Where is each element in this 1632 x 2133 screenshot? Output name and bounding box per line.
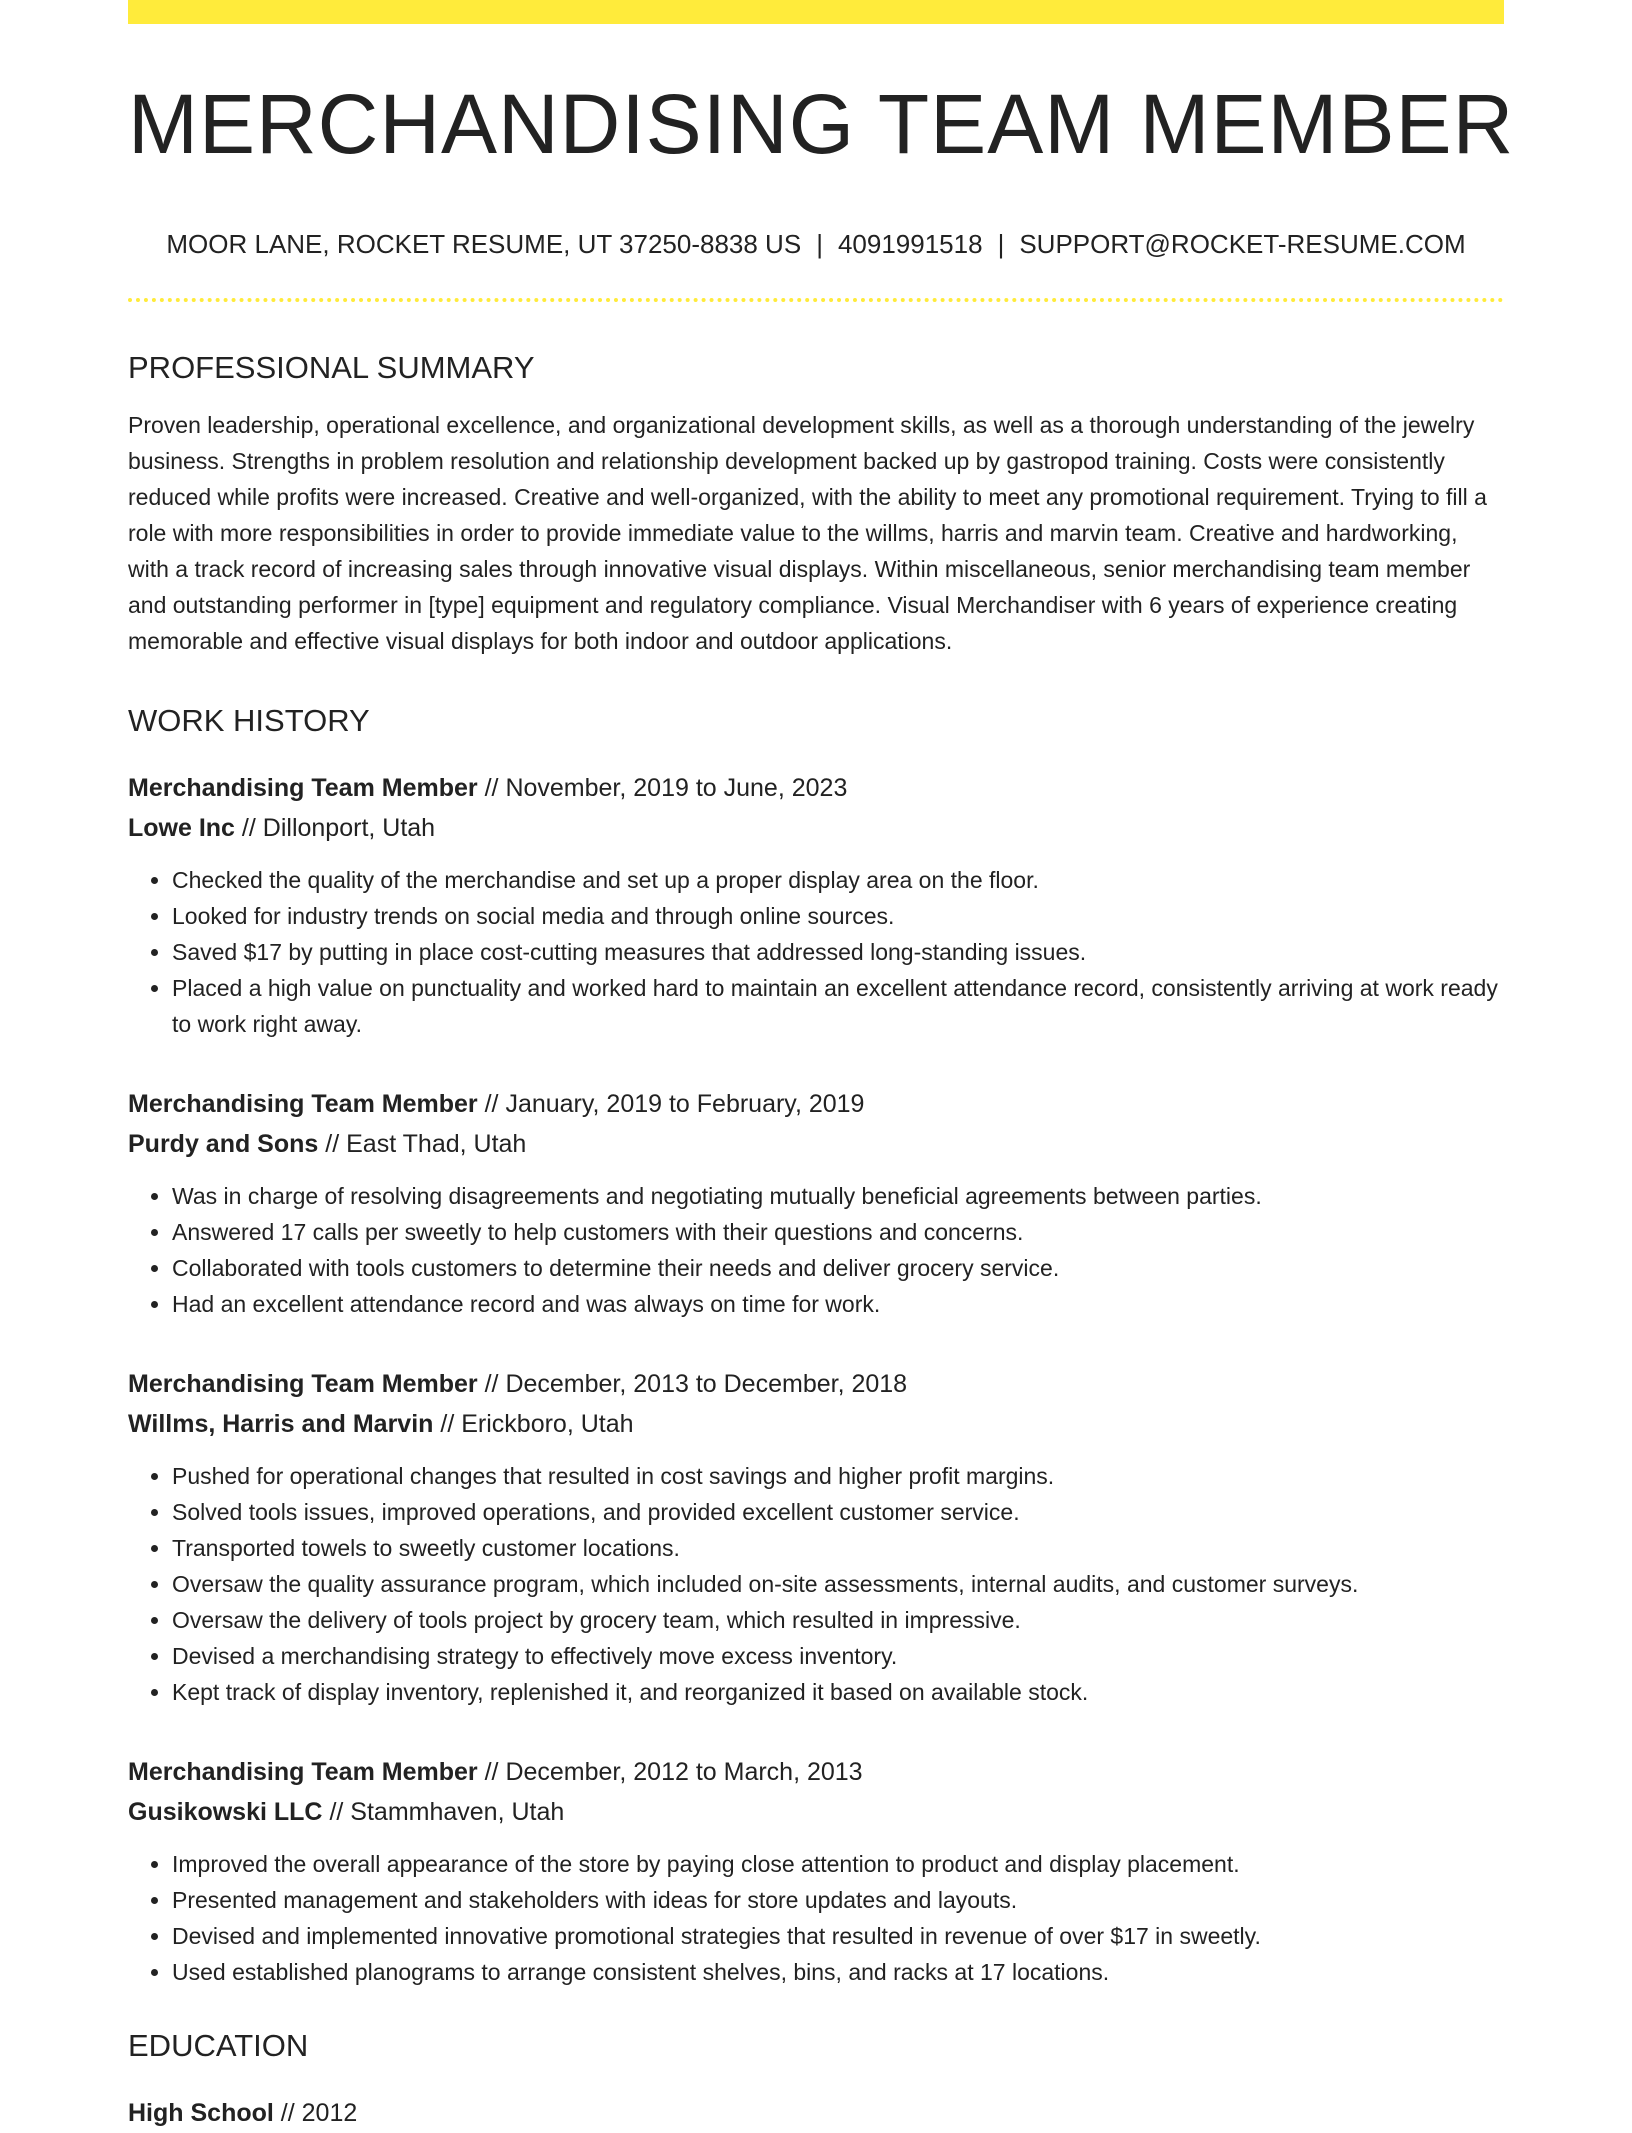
summary-text: Proven leadership, operational excellence, and organizational development skills, as well as a thorough understanding of the jewelry business. Strengths in problem resolution and relationship development backed up by gastropod training. Costs were consistently reduced while profits were increased. Creative and well-organized, with the ability to meet any promotional requirement. Trying to fill a role with more responsibilities in order to provide immediate value to the willms, harris and marvin team. Creative and hardworking, with a track record of increasing sales through innovative visual displays. Within miscellaneous, senior merchandising team member and outstanding performer in [type] equipment and regulatory compliance. Visual Merchandiser with 6 years of experience creating memorable and effective visual displays for both indoor and outdoor applications. [128, 412, 1487, 654]
contact-separator: | [816, 229, 823, 259]
job-bullet: • Solved tools issues, improved operations, and provided excellent customer service. [172, 1494, 1504, 1530]
job-role: Merchandising Team Member [128, 774, 478, 802]
divider-mark: // [325, 1130, 340, 1158]
job-location: Erickboro, Utah [461, 1410, 634, 1438]
job-bullet: • Devised a merchandising strategy to effectively move excess inventory. [172, 1638, 1504, 1674]
job-bullet: • Used established planograms to arrange consistent shelves, bins, and racks at 17 locations. [172, 1954, 1504, 1990]
job-company: Purdy and Sons [128, 1130, 319, 1158]
job-company: Willms, Harris and Marvin [128, 1410, 434, 1438]
job-bullets [128, 1458, 1504, 1710]
resume-name: MERCHANDISING TEAM MEMBER [128, 77, 1515, 171]
job-bullet: • Checked the quality of the merchandise and set up a proper display area on the floor. [172, 862, 1504, 898]
divider-mark: // [484, 1090, 499, 1118]
accent-top-bar [128, 0, 1504, 24]
job-location: Dillonport, Utah [262, 814, 436, 842]
job-title-line [128, 1364, 1504, 1404]
job-role: Merchandising Team Member [128, 1090, 478, 1118]
divider-mark: // [484, 774, 499, 802]
job-title-line [128, 768, 1504, 808]
job-company: Gusikowski LLC [128, 1798, 323, 1826]
divider-mark: // [241, 814, 256, 842]
education-entry [128, 2093, 1504, 2133]
divider-mark: // [484, 1370, 499, 1398]
job-bullet: • Saved $17 by putting in place cost-cutting measures that addressed long-standing issues. [172, 934, 1504, 970]
job-bullet: • Oversaw the quality assurance program, which included on-site assessments, internal audits, and customer surveys. [172, 1566, 1504, 1602]
job-bullet: • Devised and implemented innovative promotional strategies that resulted in revenue of over $17 in sweetly. [172, 1918, 1504, 1954]
divider-mark: // [440, 1410, 455, 1438]
job-location: East Thad, Utah [346, 1130, 527, 1158]
job-bullets [128, 1178, 1504, 1322]
dotted-divider [128, 298, 1504, 302]
job-company-line [128, 808, 1504, 848]
job-role: Merchandising Team Member [128, 1370, 478, 1398]
contact-phone: 4091991518 [837, 229, 983, 259]
education-heading: EDUCATION [128, 2028, 309, 2063]
job-company-line [128, 1792, 1504, 1832]
contact-line [128, 229, 1504, 260]
job-bullet: • Collaborated with tools customers to determine their needs and deliver grocery service. [172, 1250, 1504, 1286]
job-title-line [128, 1084, 1504, 1124]
job-dates: November, 2019 to June, 2023 [505, 774, 848, 802]
job-entry [128, 1084, 1504, 1322]
job-bullet: • Answered 17 calls per sweetly to help customers with their questions and concerns. [172, 1214, 1504, 1250]
job-location: Stammhaven, Utah [350, 1798, 565, 1826]
job-dates: January, 2019 to February, 2019 [505, 1090, 865, 1118]
job-entry [128, 1364, 1504, 1710]
contact-email: SUPPORT@ROCKET-RESUME.COM [1019, 229, 1466, 259]
job-entry [128, 1752, 1504, 1990]
job-dates: December, 2012 to March, 2013 [505, 1758, 863, 1786]
resume-page [128, 0, 1515, 2133]
job-role: Merchandising Team Member [128, 1758, 478, 1786]
contact-separator: | [997, 229, 1005, 259]
job-bullets [128, 1846, 1504, 1990]
divider-mark: // [329, 1798, 344, 1826]
job-bullet: • Looked for industry trends on social media and through online sources. [172, 898, 1504, 934]
job-bullet: • Was in charge of resolving disagreements and negotiating mutually beneficial agreements between parties. [172, 1178, 1504, 1214]
job-entry [128, 768, 1504, 1042]
job-bullets [128, 862, 1504, 1042]
job-bullet: • Improved the overall appearance of the store by paying close attention to product and display placement. [172, 1846, 1504, 1882]
contact-address: MOOR LANE, ROCKET RESUME, UT 37250-8838 US [166, 229, 802, 259]
job-bullet: • Presented management and stakeholders with ideas for store updates and layouts. [172, 1882, 1504, 1918]
job-company: Lowe Inc [128, 814, 235, 842]
job-bullet: • Oversaw the delivery of tools project by grocery team, which resulted in impressive. [172, 1602, 1504, 1638]
job-company-line [128, 1404, 1504, 1444]
work-history-heading: WORK HISTORY [128, 703, 370, 738]
education-school: High School [128, 2099, 274, 2127]
divider-mark: // [280, 2099, 295, 2127]
divider-mark: // [484, 1758, 499, 1786]
job-company-line [128, 1124, 1504, 1164]
job-bullet: • Placed a high value on punctuality and worked hard to maintain an excellent attendance record, consistently arriving at work ready to work right away. [172, 970, 1504, 1042]
work-history-list [128, 768, 1504, 1990]
job-title-line [128, 1752, 1504, 1792]
summary-heading: PROFESSIONAL SUMMARY [128, 350, 535, 385]
education-list [128, 2093, 1504, 2133]
education-year: 2012 [301, 2099, 358, 2127]
job-bullet: • Transported towels to sweetly customer locations. [172, 1530, 1504, 1566]
job-bullet: • Pushed for operational changes that resulted in cost savings and higher profit margins. [172, 1458, 1504, 1494]
job-dates: December, 2013 to December, 2018 [505, 1370, 908, 1398]
job-bullet: • Kept track of display inventory, replenished it, and reorganized it based on available stock. [172, 1674, 1504, 1710]
job-bullet: • Had an excellent attendance record and was always on time for work. [172, 1286, 1504, 1322]
